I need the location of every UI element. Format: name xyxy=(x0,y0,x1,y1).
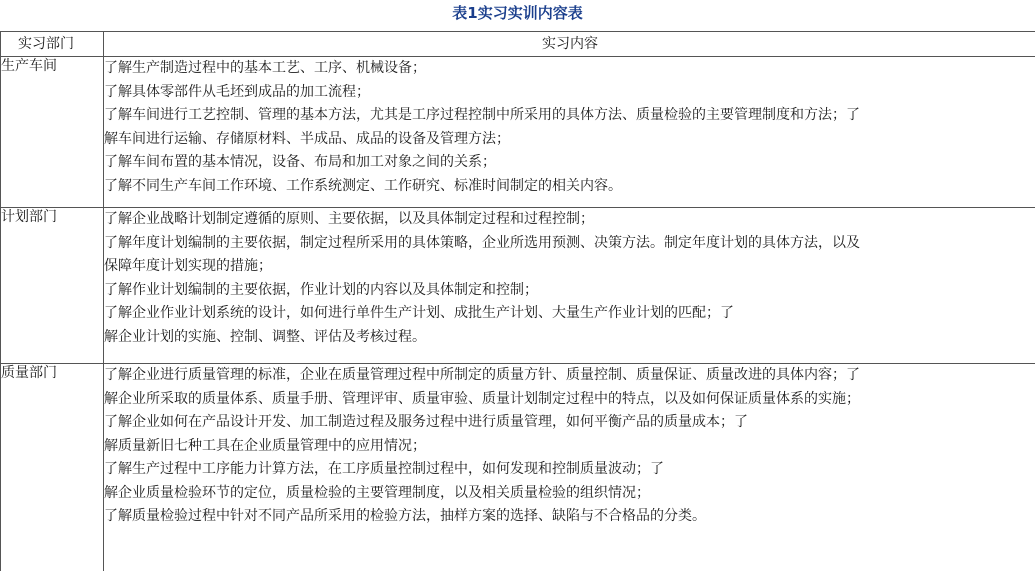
dept-cell: 质量部门 xyxy=(1,364,104,572)
dept-cell: 生产车间 xyxy=(1,57,104,208)
dept-cell: 计划部门 xyxy=(1,208,104,364)
content-line: 了解生产过程中工序能力计算方法，在工序质量控制过程中，如何发现和控制质量波动；了 xyxy=(104,461,664,477)
table-caption: 表1实习实训内容表 xyxy=(452,4,583,22)
content-line: 了解企业进行质量管理的标准，企业在质量管理过程中所制定的质量方针、质量控制、质量保证、质量改进的具体内容；了 xyxy=(104,367,860,383)
content-line: 了解不同生产车间工作环境、工作系统测定、工作研究、标准时间制定的相关内容。 xyxy=(104,177,622,194)
content-line: 了解具体零部件从毛坯到成品的加工流程； xyxy=(104,83,370,100)
header-dept: 实习部门 xyxy=(1,32,104,57)
content-line: 解企业所采取的质量体系、质量手册、管理评审、质量审验、质量计划制定过程中的特点，以及如何保证质量体系的实施； xyxy=(104,390,860,407)
content-line: 解企业计划的实施、控制、调整、评估及考核过程。 xyxy=(104,328,426,345)
content-line: 了解年度计划编制的主要依据，制定过程所采用的具体策略，企业所选用预测、决策方法。制定年度计划的具体方法，以及 xyxy=(104,234,860,251)
content-line: 了解生产制造过程中的基本工艺、工序、机械设备； xyxy=(104,60,426,76)
content-cell xyxy=(104,57,1035,208)
content-line: 了解车间布置的基本情况，设备、布局和加工对象之间的关系； xyxy=(104,154,496,170)
content-line: 了解企业战略计划制定遵循的原则、主要依据，以及具体制定过程和过程控制； xyxy=(104,211,594,227)
table-row-quality xyxy=(1,364,1035,572)
training-content-table xyxy=(0,31,1035,571)
table-header-row xyxy=(1,32,1035,57)
content-line: 解车间进行运输、存储原材料、半成品、成品的设备及管理方法； xyxy=(104,130,510,147)
content-line: 保障年度计划实现的措施； xyxy=(104,258,272,274)
table-row-planning xyxy=(1,208,1035,364)
header-content: 实习内容 xyxy=(104,32,1035,57)
content-line: 了解作业计划编制的主要依据，作业计划的内容以及具体制定和控制； xyxy=(104,281,538,298)
content-line: 解企业质量检验环节的定位，质量检验的主要管理制度，以及相关质量检验的组织情况； xyxy=(104,484,650,501)
table-row-production xyxy=(1,57,1035,208)
content-line: 解质量新旧七种工具在企业质量管理中的应用情况； xyxy=(104,437,426,454)
content-line: 了解企业作业计划系统的设计，如何进行单件生产计划、成批生产计划、大量生产作业计划的匹配；了 xyxy=(104,305,734,321)
content-cell xyxy=(104,208,1035,364)
content-line: 了解质量检验过程中针对不同产品所采用的检验方法，抽样方案的选择、缺陷与不合格品的分类。 xyxy=(104,508,706,524)
content-cell xyxy=(104,364,1035,572)
content-line: 了解车间进行工艺控制、管理的基本方法，尤其是工序过程控制中所采用的具体方法、质量检验的主要管理制度和方法；了 xyxy=(104,107,860,123)
content-line: 了解企业如何在产品设计开发、加工制造过程及服务过程中进行质量管理，如何平衡产品的质量成本；了 xyxy=(104,414,748,430)
